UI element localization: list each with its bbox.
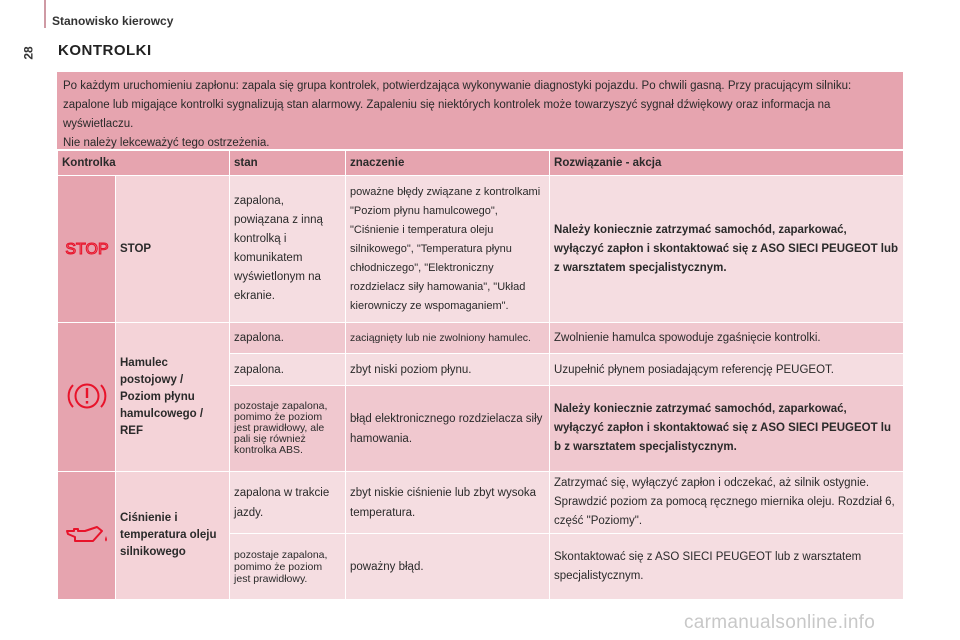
oil-meaning-2: poważny błąd. — [346, 534, 550, 600]
brake-action-3: Należy koniecznie zatrzymać samochód, zaparkować, wyłączyć zapłon i skontaktować się z ASO SIECI PEUGEOT lu b z warsztatem specjalistycznym. — [550, 386, 904, 472]
header-znaczenie: znaczenie — [346, 151, 550, 176]
oil-state-2: pozostaje zapalona, pomimo że poziom jest prawidłowy. — [230, 534, 346, 600]
oil-action-2: Skontaktować się z ASO SIECI PEUGEOT lub z warsztatem specjalistycznym. — [550, 534, 904, 600]
section-accent-bar — [44, 0, 46, 28]
stop-action: Należy koniecznie zatrzymać samochód, zaparkować, wyłączyć zapłon i skontaktować się z ASO SIECI PEUGEOT lub z warsztatem specjalistycznym. — [550, 176, 904, 323]
stop-name: STOP — [116, 176, 230, 323]
intro-warning: Nie należy lekceważyć tego ostrzeżenia. — [63, 137, 270, 149]
oil-state-1: zapalona w trakcie jazdy. — [230, 472, 346, 534]
watermark: carmanualsonline.info — [684, 612, 876, 633]
table-header-row — [58, 151, 904, 176]
brake-meaning-2: zbyt niski poziom płynu. — [346, 354, 550, 386]
brake-state-1: zapalona. — [230, 323, 346, 354]
brake-meaning-1: zaciągnięty lub nie zwolniony hamulec. — [346, 323, 550, 354]
oil-action-1: Zatrzymać się, wyłączyć zapłon i odczekać, aż silnik ostygnie. Sprawdzić poziom za pomocą ręcznego miernika oleju. Rozdział 6, część "Poziomy". — [550, 472, 904, 534]
warning-lights-table — [57, 150, 904, 600]
brake-name: Hamulec postojowy / Poziom płynu hamulcowego / REF — [116, 323, 230, 472]
brake-action-1: Zwolnienie hamulca spowoduje zgaśnięcie kontrolki. — [550, 323, 904, 354]
oil-meaning-1: zbyt niskie ciśnienie lub zbyt wysoka temperatura. — [346, 472, 550, 534]
stop-icon-text: STOP — [64, 240, 109, 257]
header-stan: stan — [230, 151, 346, 176]
oil-icon-cell — [58, 472, 116, 600]
stop-icon-cell — [58, 176, 116, 323]
oil-can-icon — [63, 522, 111, 546]
brake-state-2: zapalona. — [230, 354, 346, 386]
page-number: 28 — [21, 46, 36, 60]
brake-state-3: pozostaje zapalona, pomimo że poziom jest prawidłowy, ale pali się również kontrolka ABS. — [230, 386, 346, 472]
stop-meaning: poważne błędy związane z kontrolkami "Poziom płynu hamulcowego", "Ciśnienie i temperatura oleju silnikowego", "Temperatura płynu chłodniczego", "Elektroniczny rozdzielacz siły hamowania", "Układ kierowniczy ze wspomaganiem". — [346, 176, 550, 323]
page-title: KONTROLKI — [58, 42, 152, 59]
stop-state: zapalona, powiązana z inną kontrolką i komunikatem wyświetlonym na ekranie. — [230, 176, 346, 323]
intro-paragraph: Po każdym uruchomieniu zapłonu: zapala się grupa kontrolek, potwierdzająca wykonywanie diagnostyki pojazdu. Po chwili gasną. Przy pracującym silniku: zapalone lub migające kontrolki sygnalizują stan alarmowy. Zapaleniu się niektórych kontrolek może towarzyszyć sygnał dźwiękowy oraz informacja na wyświetlaczu. — [63, 80, 852, 130]
table-row — [58, 176, 904, 323]
header-rozwiazanie: Rozwiązanie - akcja — [550, 151, 904, 176]
brake-warning-icon — [66, 378, 108, 414]
header-kontrolka: Kontrolka — [58, 151, 230, 176]
brake-action-2: Uzupełnić płynem posiadającym referencję PEUGEOT. — [550, 354, 904, 386]
table-row — [58, 323, 904, 354]
stop-warning-icon — [62, 239, 112, 257]
table-row — [58, 472, 904, 534]
oil-name: Ciśnienie i temperatura oleju silnikowego — [116, 472, 230, 600]
intro-box — [57, 72, 903, 149]
section-title: Stanowisko kierowcy — [52, 14, 174, 28]
brake-meaning-3: błąd elektronicznego rozdzielacza siły hamowania. — [346, 386, 550, 472]
brake-icon-cell — [58, 323, 116, 472]
